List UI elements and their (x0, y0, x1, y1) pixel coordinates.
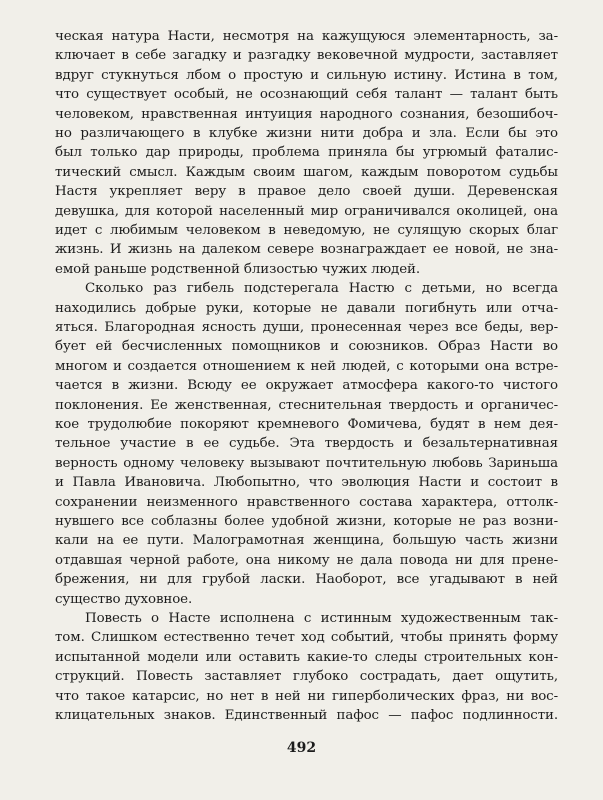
paragraph-start-line: Сколько раз гибель подстерегала Настю с детьми, но всегда (85, 281, 558, 297)
text-line: человеком, нравственная интуиция народного сознания, безошибоч- (55, 106, 558, 122)
text-line: том. Слишком естественно течет ход событий, чтобы принять форму (55, 630, 558, 646)
text-line: струкций. Повесть заставляет глубоко сострадать, дает ощутить, (55, 669, 558, 685)
text-line: нувшего все соблазны более удобной жизни, которые не раз возни- (55, 514, 558, 529)
text-line: тельное участие в ее судьбе. Эта твердость и безальтернативная (55, 436, 558, 452)
text-line: тический смысл. Каждым своим шагом, каждым поворотом судьбы (55, 164, 558, 180)
text-line: идет с любимым человеком в неведомую, не сулящую скорых благ (55, 223, 558, 238)
text-line: вдруг стукнуться лбом о простую и сильную истину. Истина в том, (55, 67, 558, 83)
text-line: но различающего в клубке жизни нити добра и зла. Если бы это (55, 126, 558, 141)
text-line: яться. Благородная ясность души, пронесенная через все беды, вер- (55, 320, 558, 335)
text-line: и Павла Ивановича. Любопытно, что эволюция Насти и состоит в (55, 475, 558, 491)
text-line: отдавшая черной работе, она никому не дала повода ни для прене- (55, 552, 558, 568)
text-line: сохранении неизменного нравственного состава характера, оттолк- (55, 494, 558, 510)
text-line: брежения, ни для грубой ласки. Наоборот, все угадывают в ней (55, 572, 558, 588)
text-line: ключает в себе загадку и разгадку вековечной мудрости, заставляет (55, 48, 558, 64)
text-line: бует ей бесчисленных помощников и союзников. Образ Насти во (55, 339, 558, 355)
text-line: что такое катарсис, но нет в ней ни гиперболических фраз, ни вос- (55, 688, 558, 704)
text-line: жизнь. И жизнь на далеком севере вознаграждает ее новой, не зна- (55, 242, 558, 258)
text-line: клицательных знаков. Единственный пафос — пафос подлинности. (55, 708, 558, 723)
text-line: чается в жизни. Всюду ее окружает атмосфера какого-то чистого (55, 378, 558, 394)
text-line: поклонения. Ее женственная, стеснительная твердость и органичес- (55, 397, 558, 413)
text-line: ческая натура Насти, несмотря на кажущуюся элементарность, за- (55, 29, 558, 44)
text-line: емой раньше родственной близостью чужих людей. (55, 261, 420, 277)
text-line: испытанной модели или оставить какие-то следы строительных кон- (55, 649, 558, 665)
text-line: что существует особый, не осознающий себя талант — талант быть (55, 87, 558, 103)
text-line: девушка, для которой населенный мир ограничивался околицей, она (55, 203, 558, 219)
paragraph-start-line: Повесть о Насте исполнена с истинным художественным так- (85, 611, 558, 626)
text-line: верность одному человеку вызывают почтительную любовь Зариньша (55, 455, 558, 471)
text-line: кое трудолюбие покоряют кремневого Фомичева, будят в нем дея- (55, 417, 558, 432)
text-line: находились добрые руки, которые не давали погибнуть или отча- (55, 300, 558, 316)
text-line: кали на ее пути. Малограмотная женщина, большую часть жизни (55, 533, 558, 549)
page-number: 492 (286, 740, 317, 757)
text-line: был только дар природы, проблема приняла бы угрюмый фаталис- (55, 145, 558, 161)
text-line: многом и создается отношением к ней людей, с которыми она встре- (55, 358, 558, 374)
text-line: существо духовное. (55, 591, 193, 607)
text-line: Настя укрепляет веру в правое дело своей души. Деревенская (55, 184, 558, 200)
